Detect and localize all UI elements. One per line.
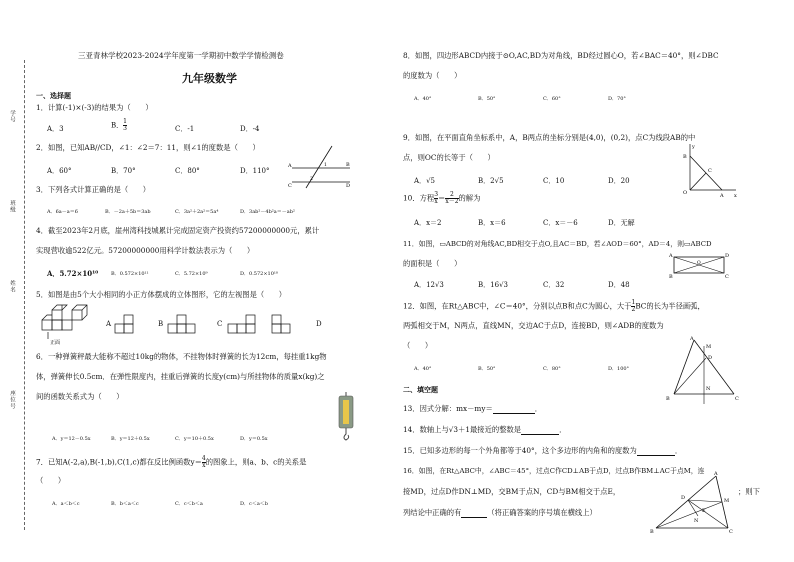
section-fill-heading: 二、填空题 xyxy=(403,385,438,394)
q16-label-a: A xyxy=(714,471,718,477)
q2-option-d: D．110° xyxy=(240,167,270,175)
question-14: 14．数轴上与√3＋1最接近的整数是 ． xyxy=(403,425,567,434)
question-16-line-1: 16．如图，在Rt△ABC中，∠ABC＝45°，过点C作CD⊥AB于点D，过点B作BM⊥AC于点M，连 xyxy=(403,467,705,475)
q5-option-b-view xyxy=(166,312,200,336)
q3-option-c: C．3a²＋2a²＝5a⁴ xyxy=(175,209,219,215)
q9-coordinate-figure xyxy=(680,142,740,199)
q12-label-d: D xyxy=(708,355,713,361)
q11-rectangle-figure xyxy=(668,252,730,278)
q7-option-a: A．a＜b＜c xyxy=(52,501,80,507)
question-16-line-3: ；则下 xyxy=(738,487,760,496)
q11-option-d: D．48 xyxy=(608,281,630,289)
q9-label-y: y xyxy=(692,144,695,150)
q4-option-b: B．0.572×10¹¹ xyxy=(111,271,149,277)
q16-label-m: M xyxy=(724,498,730,504)
q8-option-a: A．40° xyxy=(414,96,432,102)
q12-option-d: D．100° xyxy=(608,366,630,372)
q10-option-a: A．x＝2 xyxy=(414,219,442,227)
q3-option-b: B．－2a＋5b＝3ab xyxy=(105,209,151,215)
q1-option-c: C．-1 xyxy=(175,125,195,133)
q2-label-a: A xyxy=(288,163,292,169)
question-12-line-2: 两弧相交于M，N两点，直线MN，交边AC于点D，连接BD，则∠ADB的度数为 xyxy=(403,321,664,330)
q1-option-b: B． $\frac{1}{3}$ xyxy=(111,118,127,132)
q4-option-d: D．0.572×10¹⁰ xyxy=(240,271,278,277)
question-3: 3．下列各式计算正确的是（ ） xyxy=(36,185,151,194)
q9-option-b: B．2√5 xyxy=(478,177,504,185)
q2-label-d: D xyxy=(346,183,351,189)
q3-option-d: D．3ab²－4b²a＝－ab² xyxy=(240,209,295,215)
q12-option-a: A．40° xyxy=(414,366,432,372)
side-label-seat: 座位号 xyxy=(9,390,15,410)
binding-line xyxy=(24,60,25,530)
q9-label-x: x xyxy=(734,193,737,199)
school-title: 三亚青林学校2023-2024学年度第一学期初中数学学情检测卷 xyxy=(78,51,284,60)
question-16-line-2: 接MD，过点D作DN⊥MD，交BM于点N，CD与BM相交于点E， xyxy=(403,487,621,496)
question-13: 13．因式分解：mx－my＝ ． xyxy=(403,404,543,413)
q9-label-b: B xyxy=(683,154,687,160)
q8-option-b: B．50° xyxy=(478,96,496,102)
q11-option-b: B．16√3 xyxy=(478,281,508,289)
q5-option-b-label: B xyxy=(158,320,164,328)
q11-option-a: A．12√3 xyxy=(414,281,444,289)
q5-option-d-label: D xyxy=(316,320,322,328)
question-12-line-1: 12．如图，在Rt△ABC中，∠C＝40°，分别以点B和点C为圆心，大于 $\frac{1}{2}$ BC的长为半径画弧， xyxy=(403,299,705,313)
q5-option-c-view xyxy=(226,312,260,336)
section-choice-heading: 一、选择题 xyxy=(36,91,71,100)
q10-option-b: B．x＝6 xyxy=(478,219,506,227)
question-4-line-2: 实现营收逾522亿元。57200000000用科学计数法表示为（ ） xyxy=(36,246,255,255)
q12-label-c: C xyxy=(735,396,739,402)
question-10: 10．方程 $\frac{3}{x}$ ＝ $\frac{2}{x-2}$ 的解为 xyxy=(403,191,481,205)
question-7-line-2: （ ） xyxy=(36,476,66,485)
question-4-line-1: 4．截至2023年2月底，崖州湾科技城累计完成固定资产投资约57200000000元，累计 xyxy=(36,226,320,235)
q5-option-d-view xyxy=(270,312,300,336)
q13-answer-blank[interactable] xyxy=(493,405,535,414)
q14-answer-blank[interactable] xyxy=(521,426,559,435)
q12-label-m: M xyxy=(706,344,712,350)
q15-answer-blank[interactable] xyxy=(637,447,675,456)
question-6-line-2: 体，弹簧伸长0.5cm．在弹性限度内，挂重后弹簧的长度y(cm)与所挂物体的质量x(kg)之 xyxy=(36,372,325,381)
q2-label-b: B xyxy=(346,162,350,168)
subject-title: 九年级数学 xyxy=(182,72,237,85)
question-6-line-1: 6．一种弹簧秤最大能称不超过10kg的物体，不挂物体时弹簧的长为12cm，每挂重1kg物 xyxy=(36,352,327,361)
q5-option-a-label: A xyxy=(106,320,112,328)
q11-option-c: C．32 xyxy=(543,281,565,289)
question-2: 2．如图，已知AB//CD，∠1：∠2＝7：11，则∠1的度数是（ ） xyxy=(36,143,260,152)
q2-option-b: B．70° xyxy=(111,167,136,175)
q6-spring-scale-figure xyxy=(336,392,358,442)
q9-option-c: C．10 xyxy=(543,177,565,185)
question-8-line-1: 8．如图，四边形ABCD内接于⊙O,AC,BD为对角线，BD经过圆心O，若∠BAC＝40°，则∠DBC xyxy=(403,51,719,60)
q8-option-c: C．60° xyxy=(543,96,561,102)
question-16-line-4: 列结论中正确的有 （将正确答案的序号填在横线上） xyxy=(403,508,597,517)
q7-option-b: B．b＜a＜c xyxy=(111,501,139,507)
side-label-student-id: 学号 xyxy=(9,110,15,123)
q12-label-b: B xyxy=(666,396,670,402)
q2-label-angle-2: 2 xyxy=(310,177,313,182)
q12-option-b: B．50° xyxy=(478,366,496,372)
question-8-line-2: 的度数为（ ） xyxy=(403,71,462,80)
q6-option-b: B．y＝12＋0.5x xyxy=(111,436,150,442)
q11-label-o: O xyxy=(697,261,701,266)
q12-triangle-figure xyxy=(664,336,742,406)
q11-label-c: C xyxy=(725,274,729,280)
q9-label-a: A xyxy=(720,193,724,199)
q10-option-c: C．x＝－6 xyxy=(543,219,578,227)
q11-label-d: D xyxy=(725,253,730,259)
q16-triangle-figure xyxy=(650,472,736,534)
question-5: 5．如图是由5个大小相同的小正方体摆成的立体图形，它的左视图是（ ） xyxy=(36,290,287,299)
q16-answer-blank[interactable] xyxy=(461,509,487,518)
q4-option-a: A．5.72×10¹⁰ xyxy=(47,269,99,278)
question-1: 1．计算(-1)×(-3)的结果为（ ） xyxy=(36,103,153,112)
q11-label-b: B xyxy=(669,274,673,280)
q5-option-c-label: C xyxy=(217,320,223,328)
q7-option-c: C．c＜b＜a xyxy=(175,501,203,507)
q8-option-d: D．70° xyxy=(608,96,626,102)
question-9-line-2: 点，则OC的长等于（ ） xyxy=(403,153,495,162)
q6-option-a: A．y＝12－0.5x xyxy=(52,436,91,442)
q11-label-a: A xyxy=(669,253,673,259)
q5-front-label: 正面 xyxy=(50,340,61,346)
q16-label-n: N xyxy=(694,518,699,524)
side-label-name: 姓名 xyxy=(9,280,15,293)
q5-option-a-view xyxy=(113,312,143,336)
q1-option-d: D．-4 xyxy=(240,125,260,133)
q5-cube-stack-figure xyxy=(38,306,98,346)
q9-label-o: O xyxy=(683,190,688,196)
q9-label-c: C xyxy=(708,168,712,174)
question-12-line-3: （ ） xyxy=(403,341,433,350)
question-6-line-3: 间的函数关系式为（ ） xyxy=(36,392,124,401)
q12-label-n: N xyxy=(706,386,711,392)
question-9-line-1: 9．如图，在平面直角坐标系中，A，B两点的坐标分别是(4,0)，(0,2)，点C为线段AB的中 xyxy=(403,133,696,142)
q16-label-c: C xyxy=(729,529,733,535)
side-label-class: 班级 xyxy=(9,200,15,213)
question-11-line-2: 的面积是（ ） xyxy=(403,259,462,268)
q9-option-d: D．20 xyxy=(608,177,630,185)
q3-option-a: A．6a－a＝6 xyxy=(47,209,78,215)
q16-label-b: B xyxy=(650,529,654,535)
q9-option-a: A．√5 xyxy=(414,177,435,185)
q6-option-c: C．y＝10＋0.5x xyxy=(175,436,214,442)
q10-option-d: D．无解 xyxy=(608,219,635,227)
q2-label-angle-1: 1 xyxy=(324,163,327,168)
q2-option-c: C．80° xyxy=(175,167,200,175)
q7-option-d: D．c＜a＜b xyxy=(240,501,268,507)
q16-label-e: E xyxy=(702,508,706,514)
q2-option-a: A．60° xyxy=(47,167,72,175)
question-11-line-1: 11．如图，▭ABCD的对角线AC,BD相交于点O,且AC＝BD，若∠AOD＝60°，AD＝4，则▭ABCD xyxy=(403,240,712,248)
q12-label-a: A xyxy=(690,336,694,342)
question-7-line-1: 7．已知A(-2,a),B(-1,b),C(1,c)都在反比例函数y＝ $\frac{4}{x}$ 的图象上，则a、b、c的关系是 xyxy=(36,455,307,469)
q12-option-c: C．80° xyxy=(543,366,561,372)
q16-label-d: D xyxy=(681,495,686,501)
q1-option-a: A．3 xyxy=(47,125,64,133)
question-15: 15．已知多边形的每一个外角都等于40°，这个多边形的内角和的度数为 ． xyxy=(403,446,683,455)
q4-option-c: C．5.72×10⁹ xyxy=(175,271,208,277)
q2-parallel-lines-figure xyxy=(288,140,353,190)
q2-label-c: C xyxy=(288,183,292,189)
q6-option-d: D．y＝0.5x xyxy=(240,436,268,442)
